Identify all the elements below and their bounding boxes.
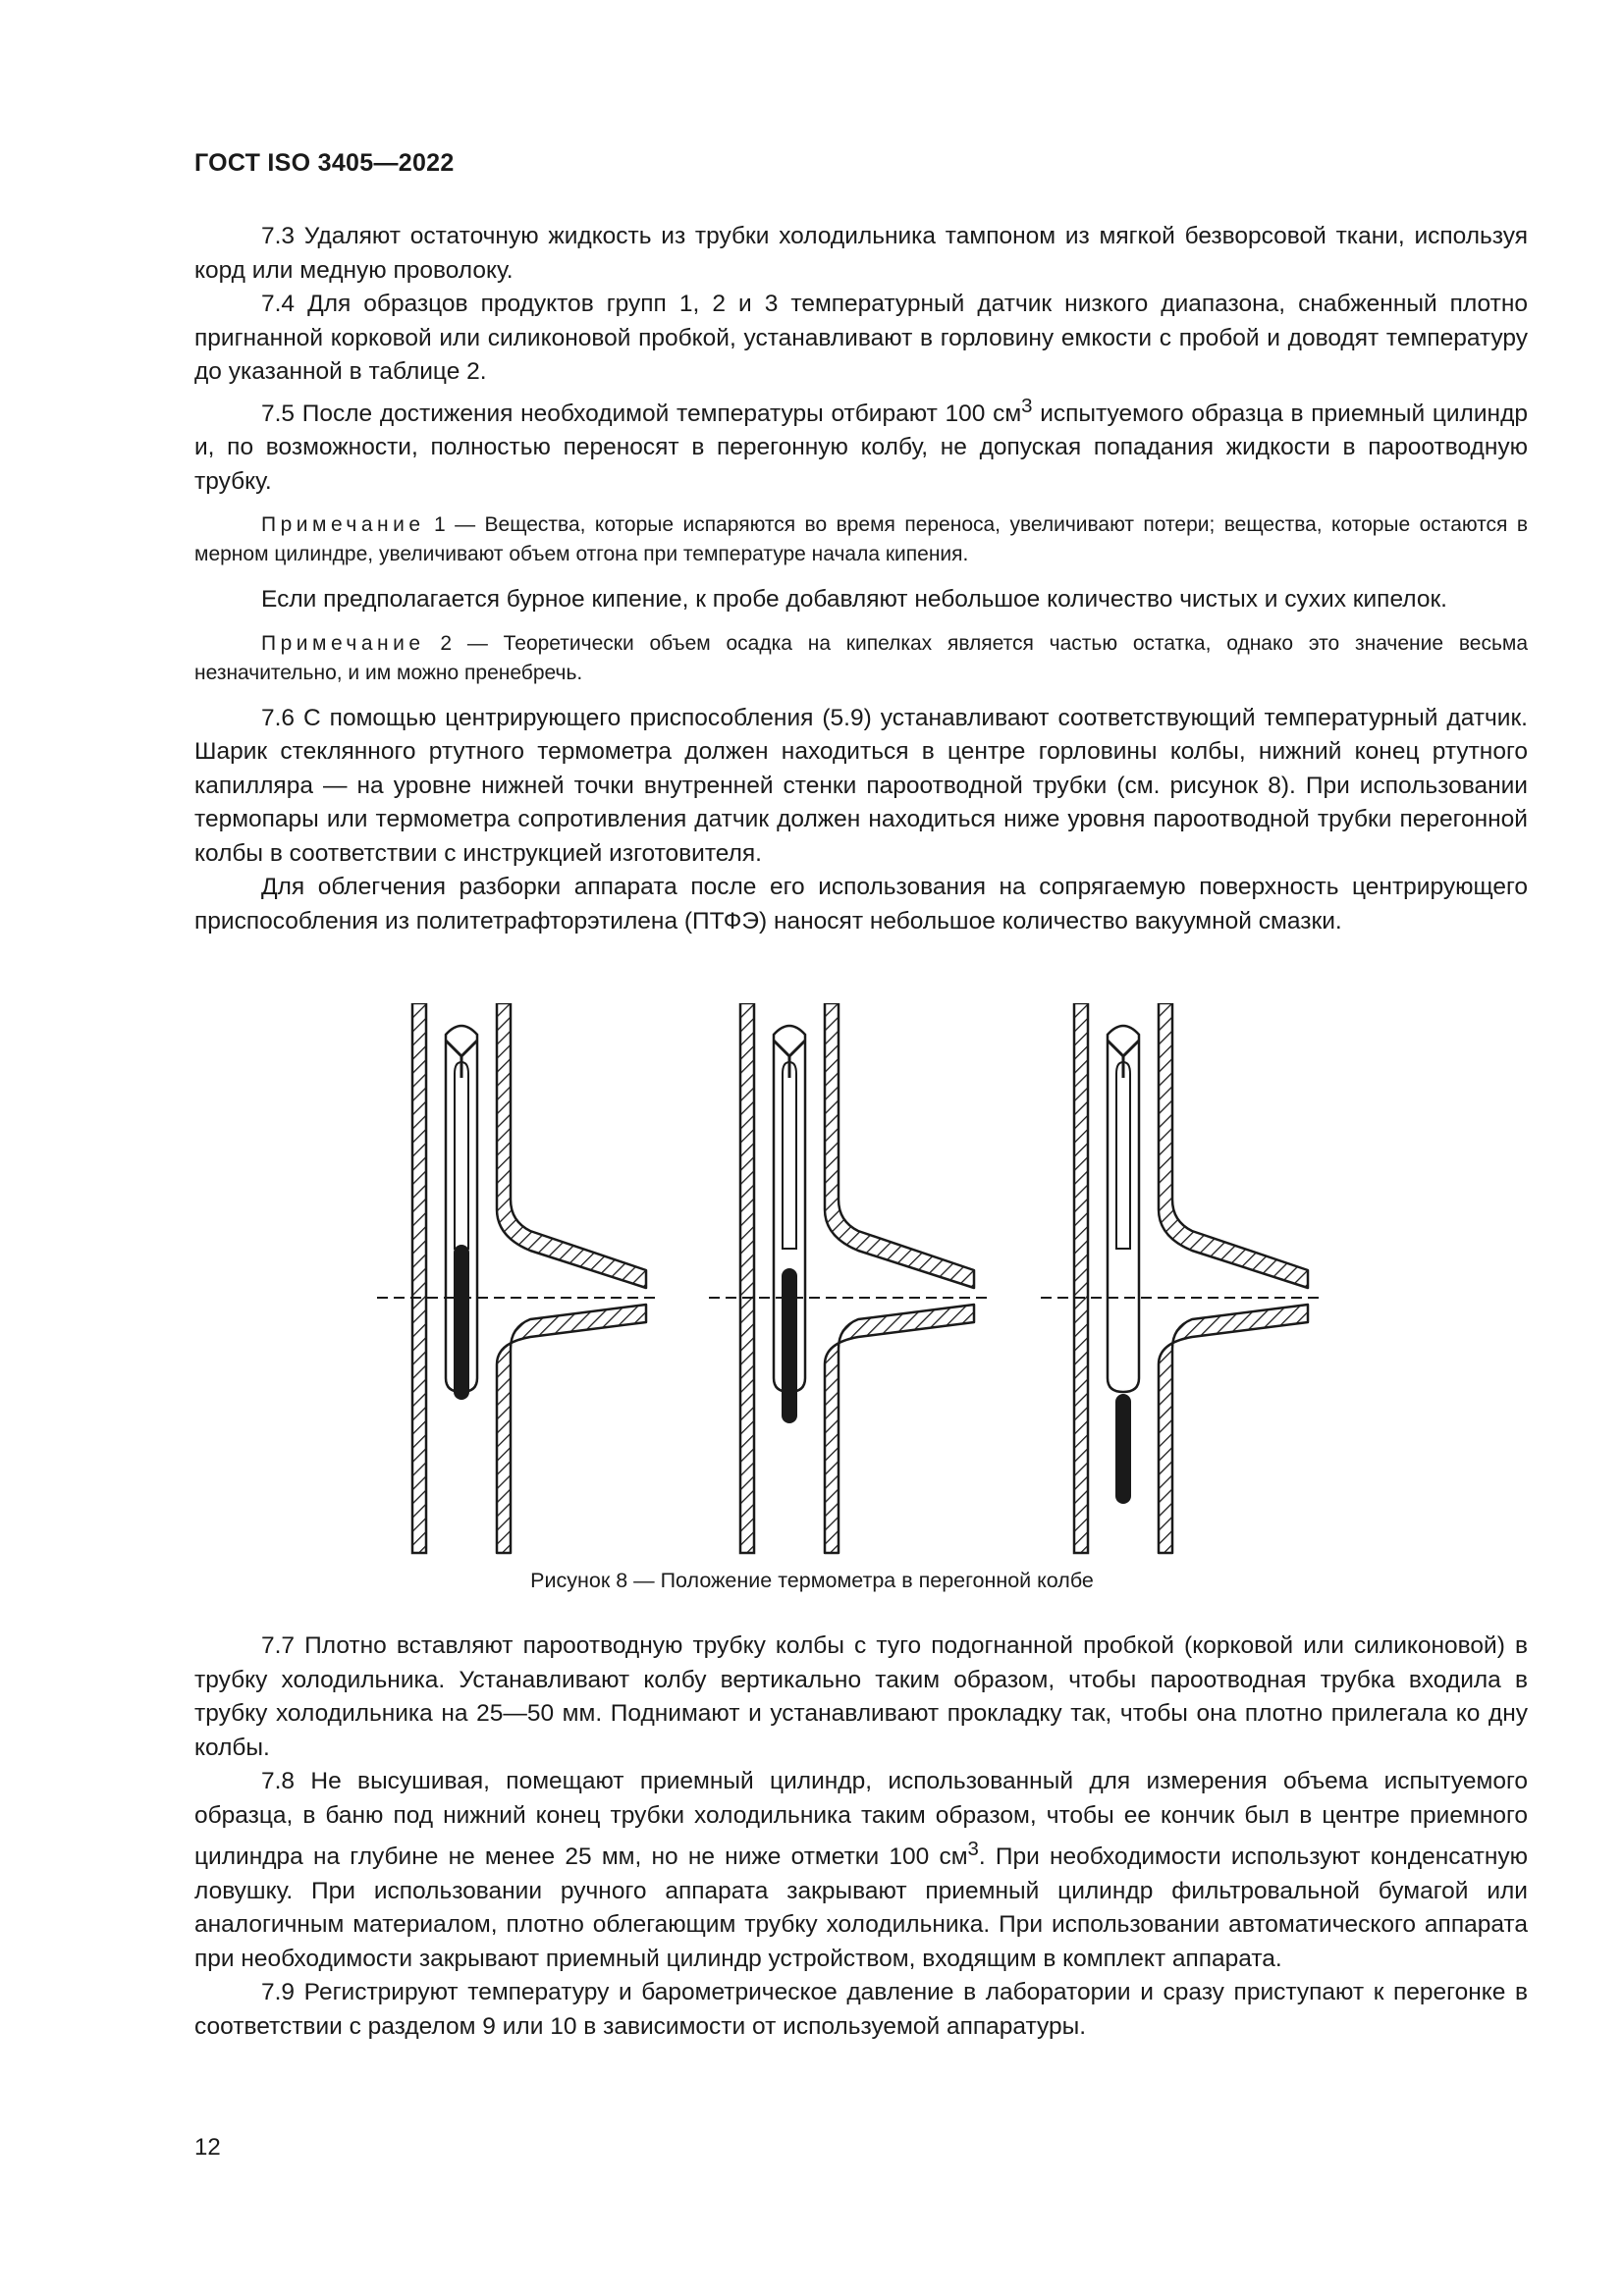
- paragraph-7-5-text-b: испытуемого образца в приемный цилиндр и, по возможности, полностью переносят в перегонную колбу, не допуская попадания жидкости в пароотводную трубку.: [194, 400, 1528, 495]
- page-number: 12: [194, 2134, 221, 2161]
- note-2: [194, 629, 1528, 688]
- paragraph-7-9: 7.9 Регистрируют температуру и барометрическое давление в лаборатории и сразу приступают к перегонке в соответствии с разделом 9 или 10 в зависимости от используемой аппаратуры.: [194, 1979, 1528, 2040]
- note-2-label: Примечание: [261, 631, 425, 655]
- flask-diagram-3: [1074, 1003, 1308, 1553]
- paragraph-7-4: 7.4 Для образцов продуктов групп 1, 2 и 3 температурный датчик низкого диапазона, снабженный плотно пригнанной корковой или силиконовой пробкой, устанавливают в горловину емкости с пробой и доводят температуру до указанной в таблице 2.: [194, 291, 1528, 385]
- paragraph-7-5: [194, 390, 1528, 500]
- superscript-cube-2: 3: [967, 1839, 979, 1860]
- note-1-label: Примечание: [261, 513, 425, 537]
- paragraph-boiling: Если предполагается бурное кипение, к пробе добавляют небольшое количество чистых и сухих кипелок.: [261, 586, 1447, 614]
- paragraph-7-8-text-b: . При необходимости используют конденсатную ловушку. При использовании ручного аппарата закрывают приемный цилиндр фильтровальной бумагой или аналогичным материалом, плотно облегающим трубку холодильника. При использовании автоматического аппарата при необходимости закрывают приемный цилиндр устройством, входящим в комплект аппарата.: [194, 1843, 1528, 1972]
- document-header: ГОСТ ISO 3405—2022: [194, 149, 455, 177]
- paragraph-7-3: 7.3 Удаляют остаточную жидкость из трубки холодильника тампоном из мягкой безворсовой ткани, используя корд или медную проволоку.: [194, 223, 1528, 284]
- flask-diagram-2: [740, 1003, 974, 1553]
- paragraph-7-8-text-a: 7.8 Не высушивая, помещают приемный цилиндр, использованный для измерения объема испытуемого образца, в баню под нижний конец трубки холодильника таким образом, чтобы ее кончик был в центре приемного цилиндра на глубине не менее 25 мм, но не ниже отметки 100 см: [194, 1768, 1528, 1871]
- paragraph-7-7: 7.7 Плотно вставляют пароотводную трубку колбы с туго подогнанной пробкой (корковой или силиконовой) в трубку холодильника. Устанавливают колбу вертикально таким образом, чтобы пароотводная трубка входила в трубку холодильника на 25—50 мм. Поднимают и устанавливают прокладку так, чтобы она плотно прилегала ко дну колбы.: [194, 1632, 1528, 1761]
- superscript-cube: 3: [1021, 395, 1033, 417]
- paragraph-7-5-text-a: 7.5 После достижения необходимой температуры отбирают 100 см: [261, 400, 1022, 427]
- text-block-upper: [194, 220, 1528, 938]
- paragraph-7-6-b: Для облегчения разборки аппарата после его использования на сопрягаемую поверхность центрирующего приспособления из политетрафторэтилена (ПТФЭ) наносят небольшое количество вакуумной смазки.: [194, 874, 1528, 934]
- figure-caption: Рисунок 8 — Положение термометра в перегонной колбе: [530, 1569, 1094, 1592]
- note-1-text: 1 — Вещества, которые испаряются во время переноса, увеличивают потери; вещества, которые остаются в мерном цилиндре, увеличивают объем отгона при температуре начала кипения.: [194, 513, 1528, 566]
- note-1: [194, 510, 1528, 569]
- paragraph-7-8: [194, 1765, 1528, 1976]
- text-block-lower: [194, 1629, 1528, 2044]
- paragraph-7-6: 7.6 С помощью центрирующего приспособления (5.9) устанавливают соответствующий температурный датчик. Шарик стеклянного ртутного термометра должен находиться в центре горловины колбы, нижний конец ртутного капилляра — на уровне нижней точки внутренней стенки пароотводной трубки (см. рисунок 8). При использовании термопары или термометра сопротивления датчик должен находиться ниже уровня пароотводной трубки перегонной колбы в соответствии с инструкцией изготовителя.: [194, 704, 1528, 867]
- figure-8-thermometer-positions: [363, 1003, 1384, 1563]
- note-2-text: 2 — Теоретически объем осадка на кипелках является частью остатка, однако это значение весьма незначительно, и им можно пренебречь.: [194, 631, 1528, 684]
- flask-diagram-1: [412, 1003, 646, 1553]
